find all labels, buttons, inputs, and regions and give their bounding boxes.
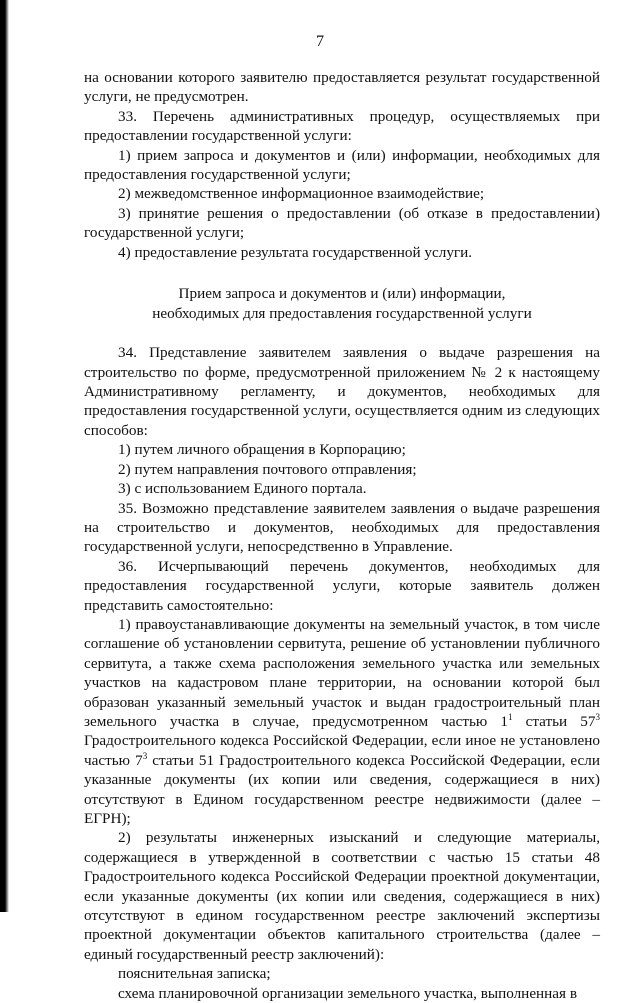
page-number: 7 bbox=[316, 33, 324, 50]
scan-edge bbox=[0, 0, 9, 912]
list-34-item-1: 1) путем личного обращения в Корпорацию; bbox=[118, 441, 406, 459]
section-heading-line-2: необходимых для предоставления государственной услуги bbox=[152, 304, 532, 322]
list-33-item-4: 4) предоставление результата государственной услуги. bbox=[118, 243, 473, 261]
paragraph-34: 34. Представление заявителем заявления о выдаче разрешения на строительство по форме, предусмотренной приложением № 2 к настоящему Административному регламенту, и документов, необходимых для предоставления государственной услуги, осуществляется одним из следующих способов: bbox=[84, 344, 600, 439]
section-heading bbox=[84, 284, 600, 323]
sub-item-explanatory-note: пояснительная записка; bbox=[118, 965, 271, 983]
paragraph-continuation: на основании которого заявителю предоставляется результат государственной услуги, не предусмотрен. bbox=[84, 69, 600, 106]
list-33-item-2: 2) межведомственное информационное взаимодействие; bbox=[118, 185, 485, 203]
document-body bbox=[84, 68, 600, 1003]
list-33-item-3: 3) принятие решения о предоставлении (об отказе в предоставлении) государственной услуги; bbox=[84, 204, 600, 242]
list-34-item-3: 3) с использованием Единого портала. bbox=[118, 480, 367, 498]
paragraph-33: 33. Перечень административных процедур, осуществляемых при предоставлении государственной услуги: bbox=[84, 107, 600, 145]
paragraph-36: 36. Исчерпывающий перечень документов, необходимых для предоставления государственной услуги, которые заявитель должен представить самостоятельно: bbox=[84, 557, 600, 614]
list-36-item-1: 1) правоустанавливающие документы на земельный участок, в том числе соглашение об установлении сервитута, решение об установлении публичного сервитута, а также схема расположения земельного участка или земельных участков на кадастровом плане территории, на основании которой был образован указанный земельный участок и выдан градостроительный план земельного участка в случае, предусмотренном частью $1^1$ статьи $57^3$ Градостроительного кодекса Российской Федерации, если иное не установлено частью $7^3$ статьи 51 Градостроительного кодекса Российской Федерации, если указанные документы (их копии или сведения, содержащиеся в них) отсутствуют в Едином государственном реестре недвижимости (далее – ЕГРН); bbox=[84, 615, 600, 827]
list-36-item-2: 2) результаты инженерных изысканий и следующие материалы, содержащиеся в утвержденной в соответствии с частью 15 статьи 48 Градостроительного кодекса Российской Федерации проектной документации, если указанные документы (их копии или сведения, содержащиеся в них) отсутствуют в едином государственном реестре заключений экспертизы проектной документации объектов капитального строительства (далее – единый государственный реестр заключений): bbox=[84, 829, 600, 963]
sub-item-site-plan: схема планировочной организации земельного участка, выполненная в bbox=[118, 984, 578, 1002]
list-34-item-2: 2) путем направления почтового отправления; bbox=[118, 460, 417, 478]
section-heading-line-1: Прием запроса и документов и (или) информации, bbox=[178, 285, 506, 303]
list-33-item-1: 1) прием запроса и документов и (или) информации, необходимых для предоставления государственной услуги; bbox=[84, 146, 600, 184]
paragraph-35: 35. Возможно представление заявителем заявления о выдаче разрешения на строительство и документов, необходимых для предоставления государственной услуги, непосредственно в Управление. bbox=[84, 499, 600, 556]
